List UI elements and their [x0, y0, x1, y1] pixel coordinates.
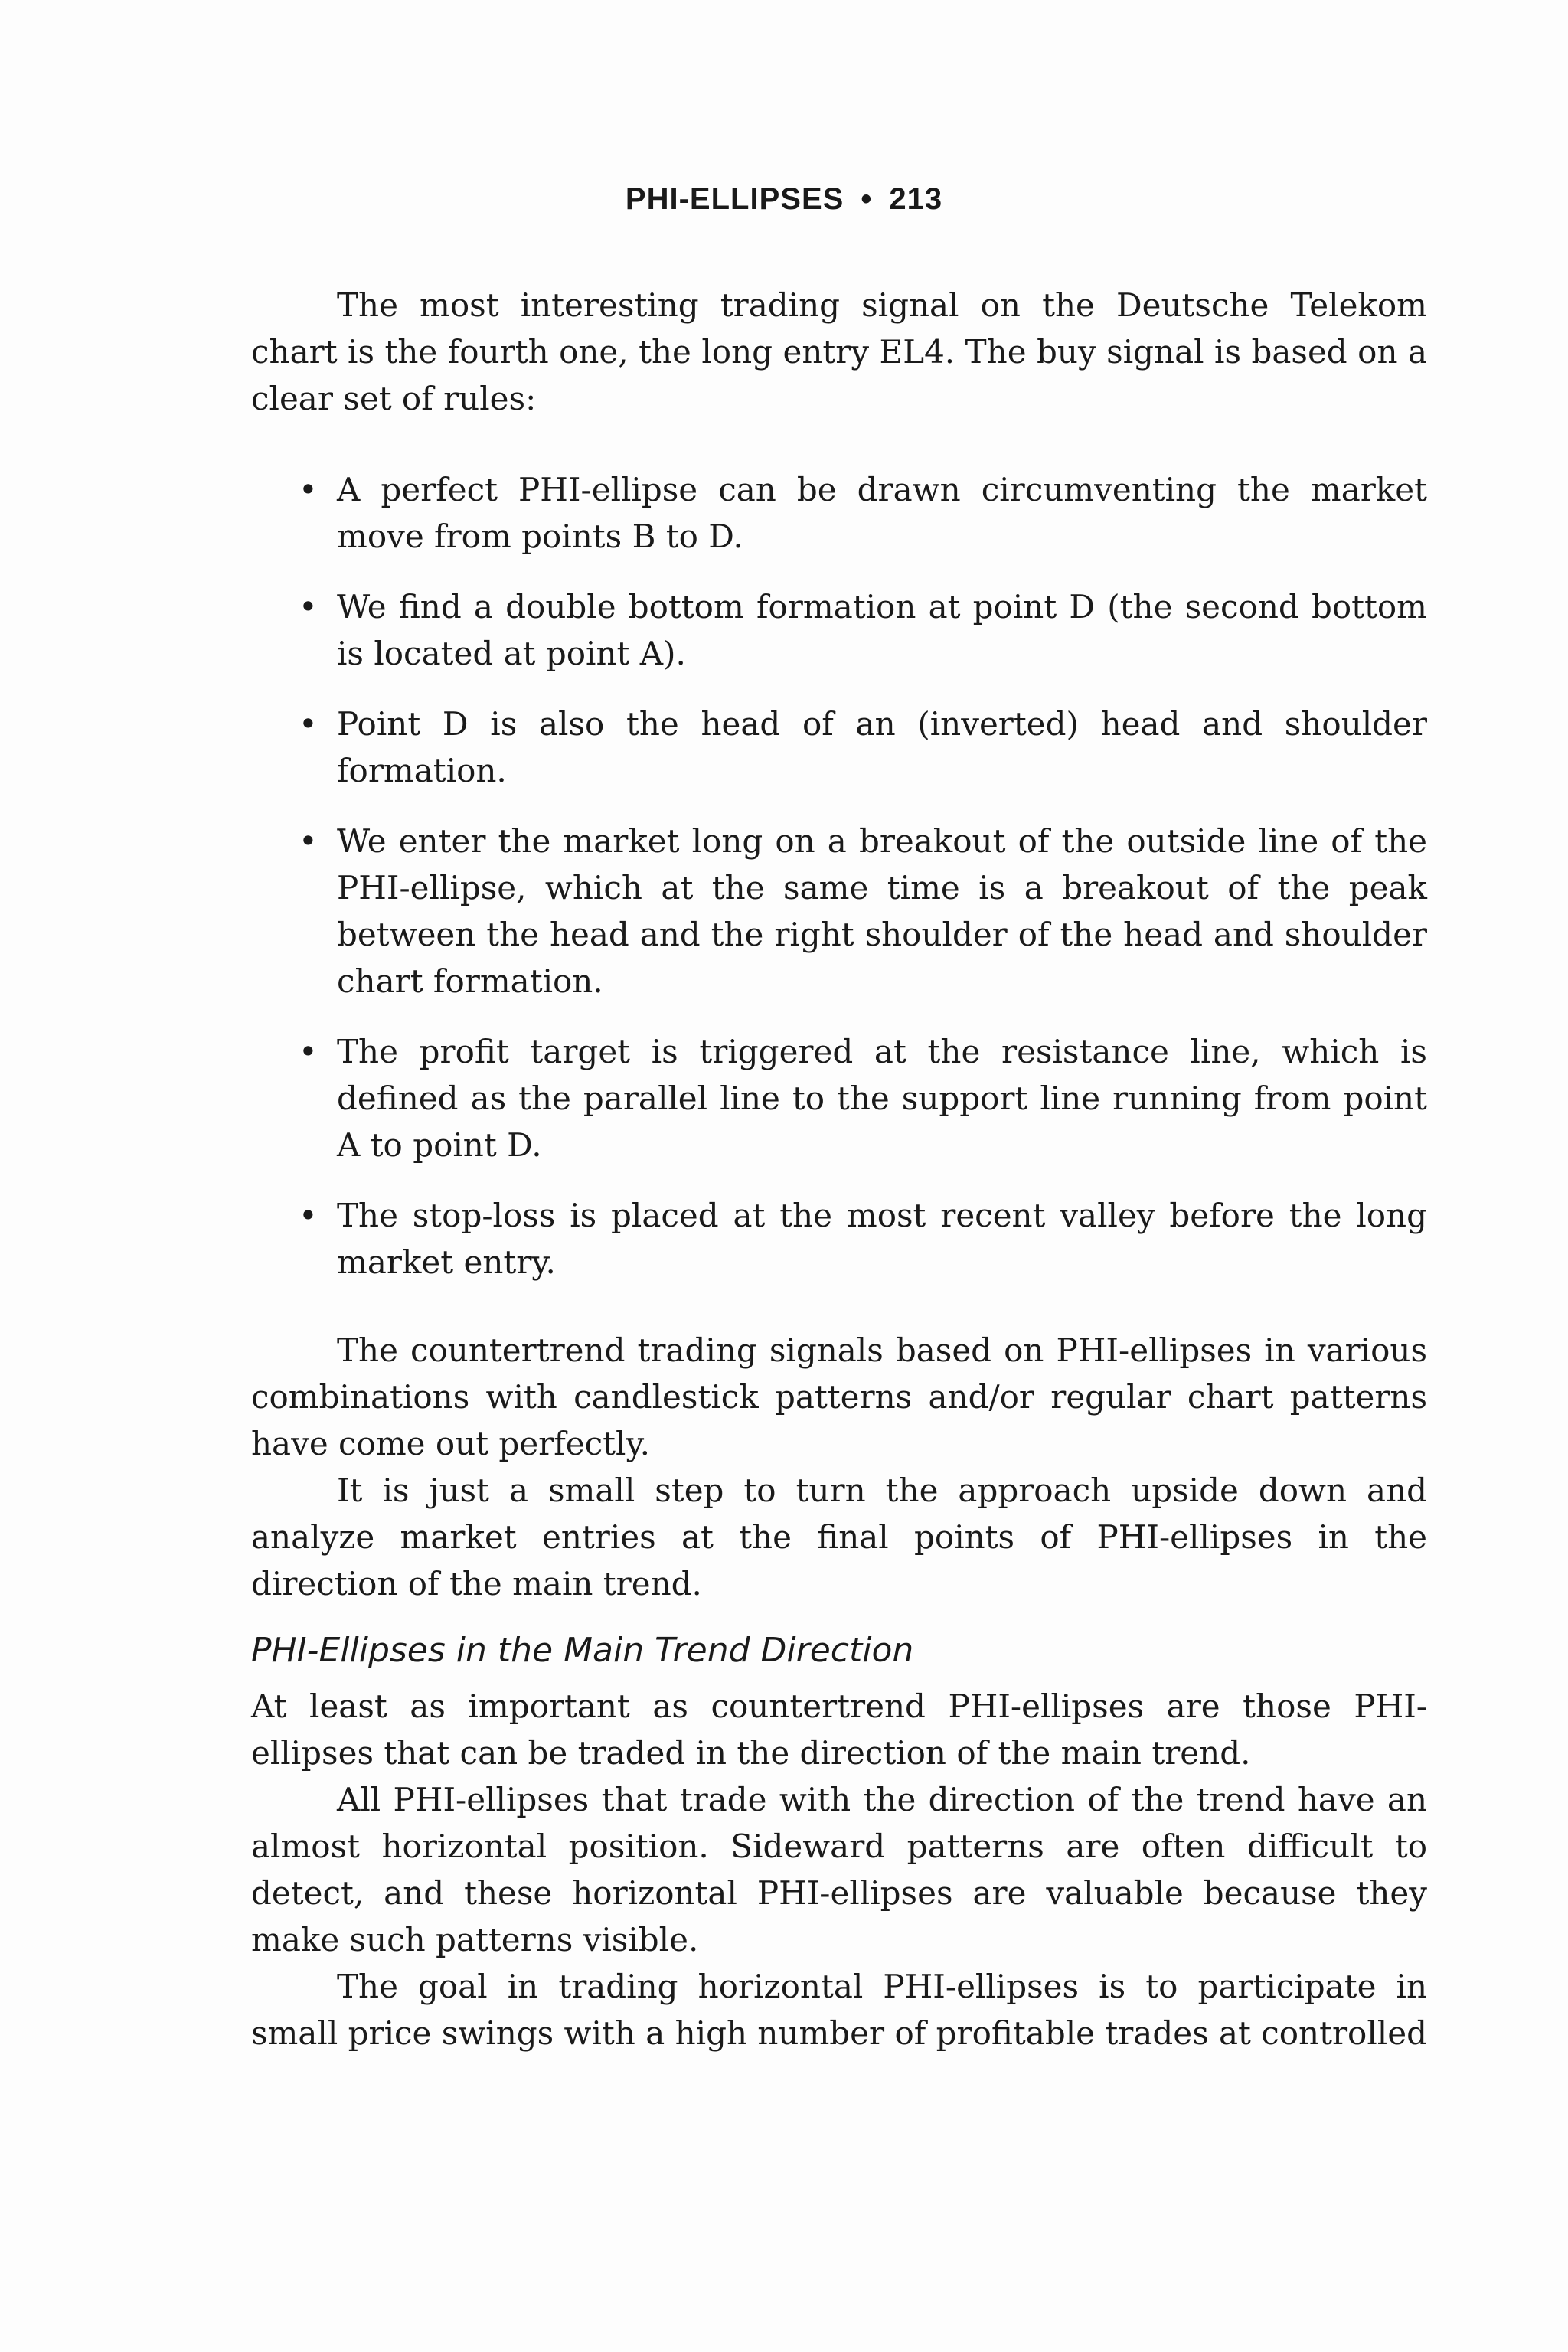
list-item — [251, 701, 1427, 794]
list-item — [251, 583, 1427, 677]
section-title: PHI-ELLIPSES — [625, 182, 844, 216]
running-head — [0, 182, 1568, 217]
list-item-text: The stop-loss is placed at the most recent valley before the long market entry. — [337, 1197, 1427, 1281]
bullet-icon: • — [299, 1033, 318, 1070]
paragraph: The most interesting trading signal on the Deutsche Telekom chart is the fourth one, the long entry EL4. The buy signal is based on a clear set of rules: — [251, 286, 1427, 417]
list-item — [251, 1192, 1427, 1285]
body-text — [251, 282, 1427, 2056]
paragraph: It is just a small step to turn the approach upside down and analyze market entries at the final points of PHI-ellipses in the direction of the main trend. — [251, 1472, 1427, 1602]
bullet-icon: • — [299, 822, 318, 860]
list-item — [251, 1028, 1427, 1168]
page-number: 213 — [889, 182, 943, 216]
bullet-icon: • — [299, 1197, 318, 1234]
list-item — [251, 466, 1427, 560]
list-item-text: Point D is also the head of an (inverted) head and shoulder formation. — [337, 705, 1427, 789]
paragraph: All PHI-ellipses that trade with the direction of the trend have an almost horizontal position. Sideward patterns are often difficult to detect, and these horizontal PHI-ellipses are valuable because they make such patterns visible. — [251, 1781, 1427, 1958]
paragraph: The countertrend trading signals based on PHI-ellipses in various combinations with candlestick patterns and/or regular chart patterns have come out perfectly. — [251, 1331, 1427, 1462]
list-item-text: We find a double bottom formation at point D (the second bottom is located at point A). — [337, 588, 1427, 672]
section-heading: PHI-Ellipses in the Main Trend Direction — [251, 1631, 914, 1670]
bullet-icon: • — [299, 471, 318, 508]
list-item-text: A perfect PHI-ellipse can be drawn circumventing the market move from points B to D. — [337, 471, 1427, 555]
paragraph: At least as important as countertrend PHI-ellipses are those PHI-ellipses that can be traded in the direction of the main trend. — [251, 1687, 1427, 1772]
list-item-text: We enter the market long on a breakout of the outside line of the PHI-ellipse, which at the same time is a breakout of the peak between the head and the right shoulder of the head and shoulder chart formation. — [337, 822, 1427, 1000]
paragraph: The goal in trading horizontal PHI-ellipses is to participate in small price swings with a high number of profitable trades at controlled — [251, 1968, 1427, 2052]
header-separator: • — [861, 182, 873, 216]
rules-list — [251, 466, 1427, 1285]
list-item-text: The profit target is triggered at the resistance line, which is defined as the parallel line to the support line running from point A to point D. — [337, 1033, 1427, 1164]
bullet-icon: • — [299, 705, 318, 743]
bullet-icon: • — [299, 588, 318, 626]
list-item — [251, 818, 1427, 1004]
